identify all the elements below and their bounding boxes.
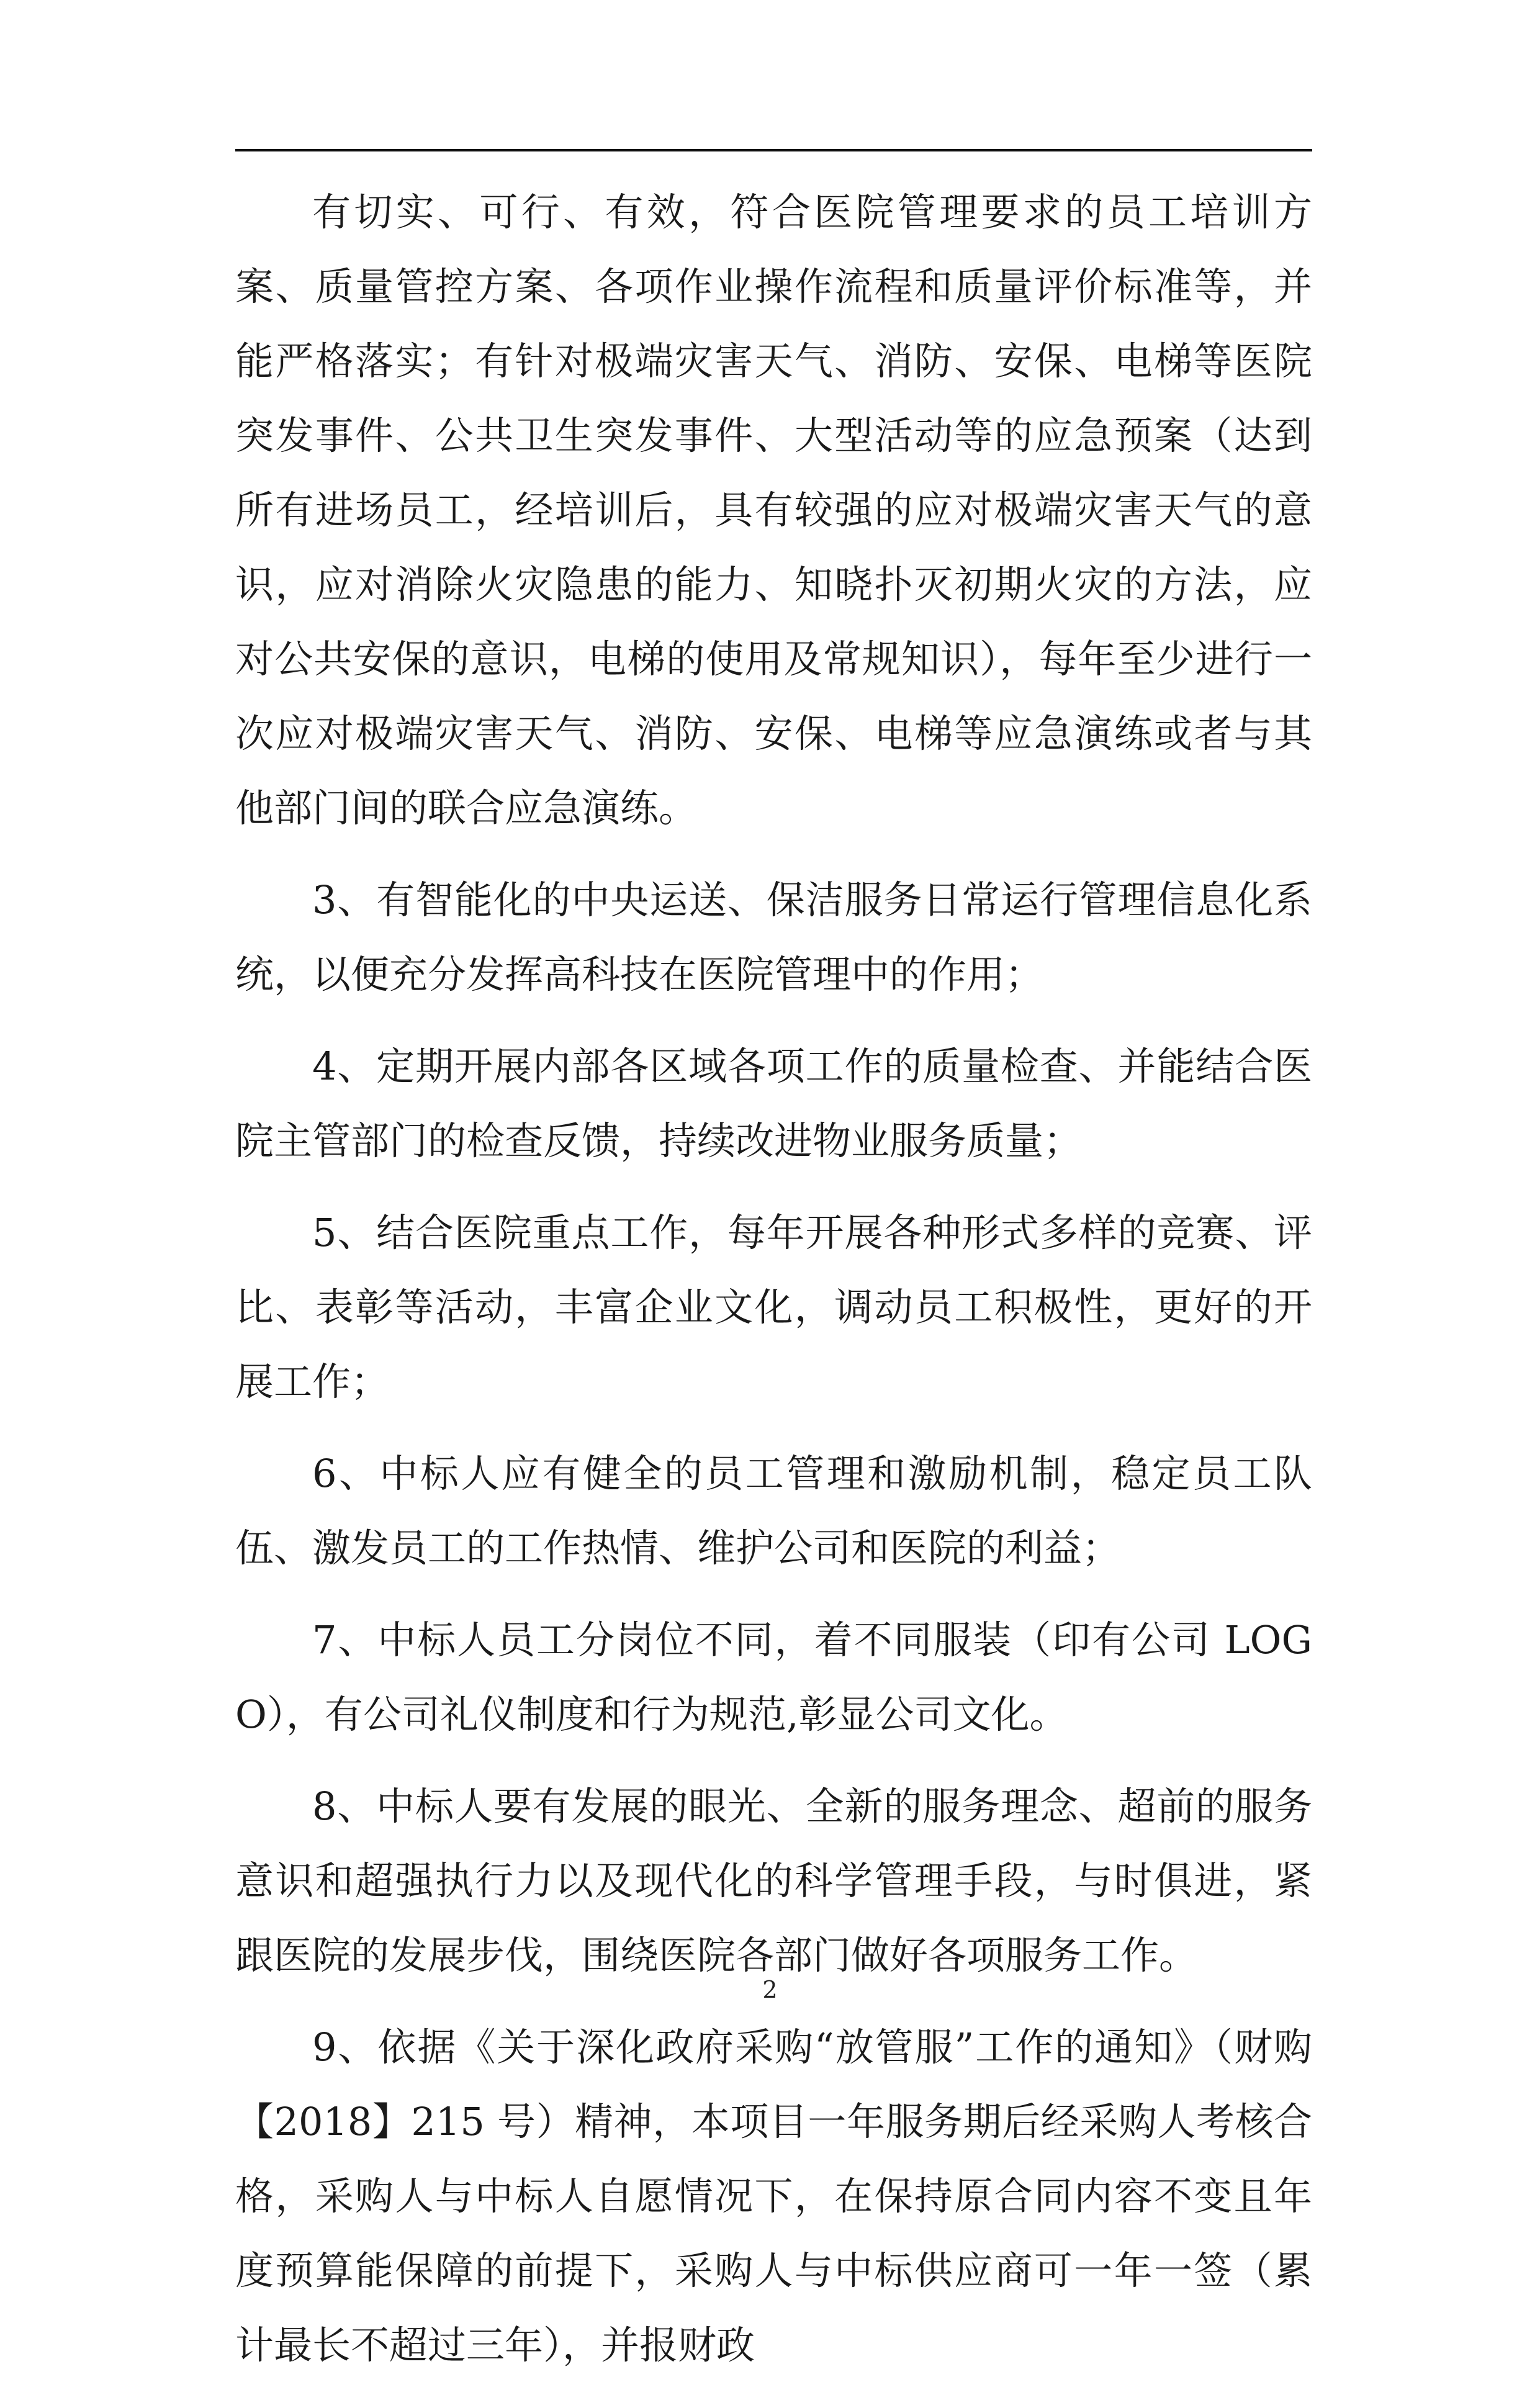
paragraph-training-emergency: 有切实、可行、有效，符合医院管理要求的员工培训方案、质量管控方案、各项作业操作流程和质量评价标准等，并能严格落实；有针对极端灾害天气、消防、安保、电梯等医院突发事件、公共卫生突发事件、大型活动等的应急预案（达到所有进场员工，经培训后，具有较强的应对极端灾害天气的意识，应对消除火灾隐患的能力、知晓扑灭初期火灾的方法，应对公共安保的意识，电梯的使用及常规知识），每年至少进行一次应对极端灾害天气、消防、安保、电梯等应急演练或者与其他部门间的联合应急演练。 (235, 189, 1312, 831)
header-rule (235, 149, 1312, 151)
paragraph-item-4: 4、定期开展内部各区域各项工作的质量检查、并能结合医院主管部门的检查反馈，持续改进物业服务质量； (235, 1044, 1312, 1163)
document-body (235, 175, 1312, 2400)
paragraph-item-9: 9、依据《关于深化政府采购“放管服”工作的通知》（财购【2018】215 号）精神，本项目一年服务期后经采购人考核合格，采购人与中标人自愿情况下，在保持原合同内容不变且年度预算能保障的前提下，采购人与中标供应商可一年一签（累计最长不超过三年），并报财政 (235, 2024, 1312, 2368)
paragraph-item-7: 7、中标人员工分岗位不同，着不同服装（印有公司 LOGO），有公司礼仪制度和行为规范,彰显公司文化。 (235, 1617, 1312, 1737)
paragraph-item-5: 5、结合医院重点工作，每年开展各种形式多样的竞赛、评比、表彰等活动，丰富企业文化，调动员工积极性，更好的开展工作； (235, 1210, 1312, 1404)
paragraph-item-3: 3、有智能化的中央运送、保洁服务日常运行管理信息化系统，以便充分发挥高科技在医院管理中的作用； (235, 877, 1312, 997)
page-number: 2 (762, 1976, 778, 2003)
paragraph-item-6: 6、中标人应有健全的员工管理和激励机制，稳定员工队伍、激发员工的工作热情、维护公司和医院的利益； (235, 1451, 1312, 1571)
paragraph-item-8: 8、中标人要有发展的眼光、全新的服务理念、超前的服务意识和超强执行力以及现代化的科学管理手段，与时俱进，紧跟医院的发展步伐，围绕医院各部门做好各项服务工作。 (235, 1784, 1312, 1978)
